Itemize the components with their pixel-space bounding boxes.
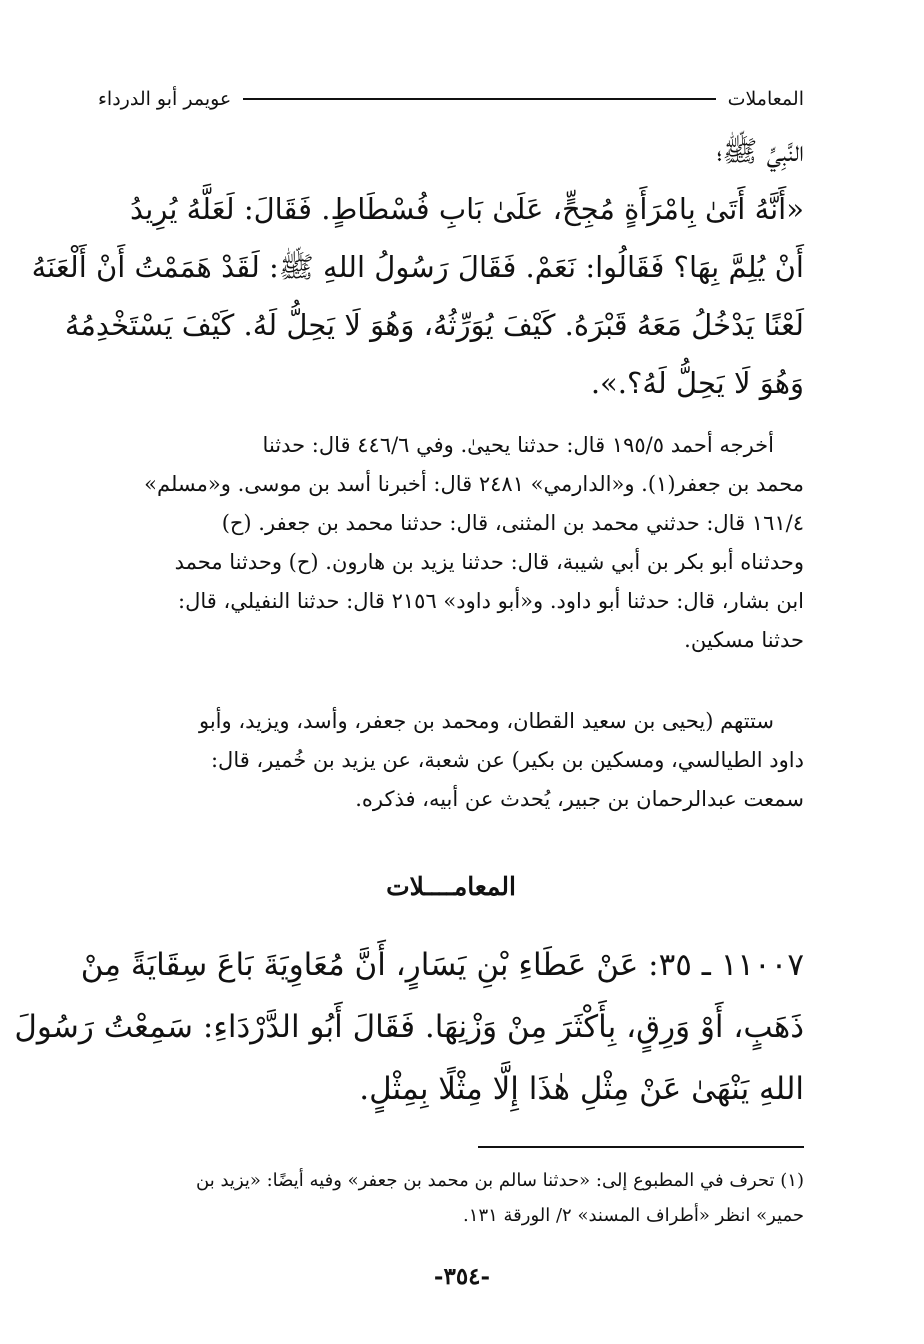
text-line: داود الطيالسي، ومسكين بن بكير) عن شعبة، عن يزيد بن خُمير، قال: bbox=[210, 748, 804, 772]
narrator-title: عويمر أبو الدرداء bbox=[98, 88, 232, 110]
text-line: ستتهم (يحيى بن سعيد القطان، ومحمد بن جعفر، وأسد، ويزيد، وأبو bbox=[198, 709, 774, 733]
running-header bbox=[98, 82, 804, 116]
text-line: «أَنَّهُ أَتَىٰ بِامْرَأَةٍ مُجِحٍّ، عَلَىٰ بَابِ فُسْطَاطٍ. فَقَالَ: لَعَلَّهُ يُرِيدُ bbox=[130, 192, 804, 226]
footnote bbox=[98, 1163, 804, 1233]
text-line: لَعْنًا يَدْخُلُ مَعَهُ قَبْرَهُ. كَيْفَ يُوَرِّثُهُ، وَهُوَ لَا يَحِلُّ لَهُ. كَيْفَ يَسْتَخْدِمُهُ bbox=[64, 308, 804, 342]
text-line: ١٦١/٤ قال: حدثني محمد بن المثنى، قال: حدثنا محمد بن جعفر. (ح) bbox=[221, 511, 804, 535]
text-line: أَنْ يُلِمَّ بِهَا؟ فَقَالُوا: نَعَمْ. فَقَالَ رَسُولُ اللهِ ﷺ: لَقَدْ هَمَمْتُ أَنْ أَلْعَنَهُ bbox=[31, 250, 804, 284]
footnote-line: (١) تحرف في المطبوع إلى: «حدثنا سالم بن محمد بن جعفر» وفيه أيضًا: «يزيد بن bbox=[196, 1170, 804, 1191]
section-heading: المعامــــلات bbox=[386, 872, 516, 901]
takhrij-paragraph bbox=[98, 426, 804, 660]
text-line: ١١٠٠٧ ـ ٣٥: عَنْ عَطَاءِ بْنِ يَسَارٍ، أَنَّ مُعَاوِيَةَ بَاعَ سِقَايَةً مِنْ bbox=[80, 947, 804, 983]
hadith-top-text bbox=[31, 122, 804, 412]
footnote-rule bbox=[478, 1146, 804, 1148]
text-line: اللهِ يَنْهَىٰ عَنْ مِثْلِ هٰذَا إِلَّا مِثْلًا بِمِثْلٍ. bbox=[359, 1071, 804, 1107]
text-line: النَّبِيِّ ﷺ؛ bbox=[716, 134, 804, 168]
text-line: وَهُوَ لَا يَحِلُّ لَهُ؟.». bbox=[590, 366, 804, 400]
footnote-line: حمير» انظر «أطراف المسند» ٢/ الورقة ١٣١. bbox=[463, 1205, 804, 1226]
text-line: ذَهَبٍ، أَوْ وَرِقٍ، بِأَكْثَرَ مِنْ وَزْنِهَا. فَقَالَ أَبُو الدَّرْدَاءِ: سَمِعْتُ رَسُولَ bbox=[14, 1009, 804, 1045]
text-line: ابن بشار، قال: حدثنا أبو داود. و«أبو داود» ٢١٥٦ قال: حدثنا النفيلي، قال: bbox=[178, 589, 804, 613]
page-number: -٣٥٤- bbox=[433, 1263, 491, 1290]
isnad-paragraph bbox=[98, 702, 804, 819]
text-line: سمعت عبدالرحمان بن جبير، يُحدث عن أبيه، فذكره. bbox=[355, 787, 804, 811]
text-line: وحدثناه أبو بكر بن أبي شيبة، قال: حدثنا يزيد بن هارون. (ح) وحدثنا محمد bbox=[174, 550, 804, 574]
text-line: محمد بن جعفر(١). و«الدارمي» ٢٤٨١ قال: أخبرنا أسد بن موسى. و«مسلم» bbox=[144, 472, 804, 496]
hadith-main-text bbox=[14, 934, 804, 1120]
text-line: أخرجه أحمد ١٩٥/٥ قال: حدثنا يحيىٰ. وفي ٤٤٦/٦ قال: حدثنا bbox=[262, 433, 774, 457]
text-line: حدثنا مسكين. bbox=[684, 628, 804, 652]
header-rule bbox=[243, 98, 715, 100]
chapter-title: المعاملات bbox=[727, 88, 804, 110]
